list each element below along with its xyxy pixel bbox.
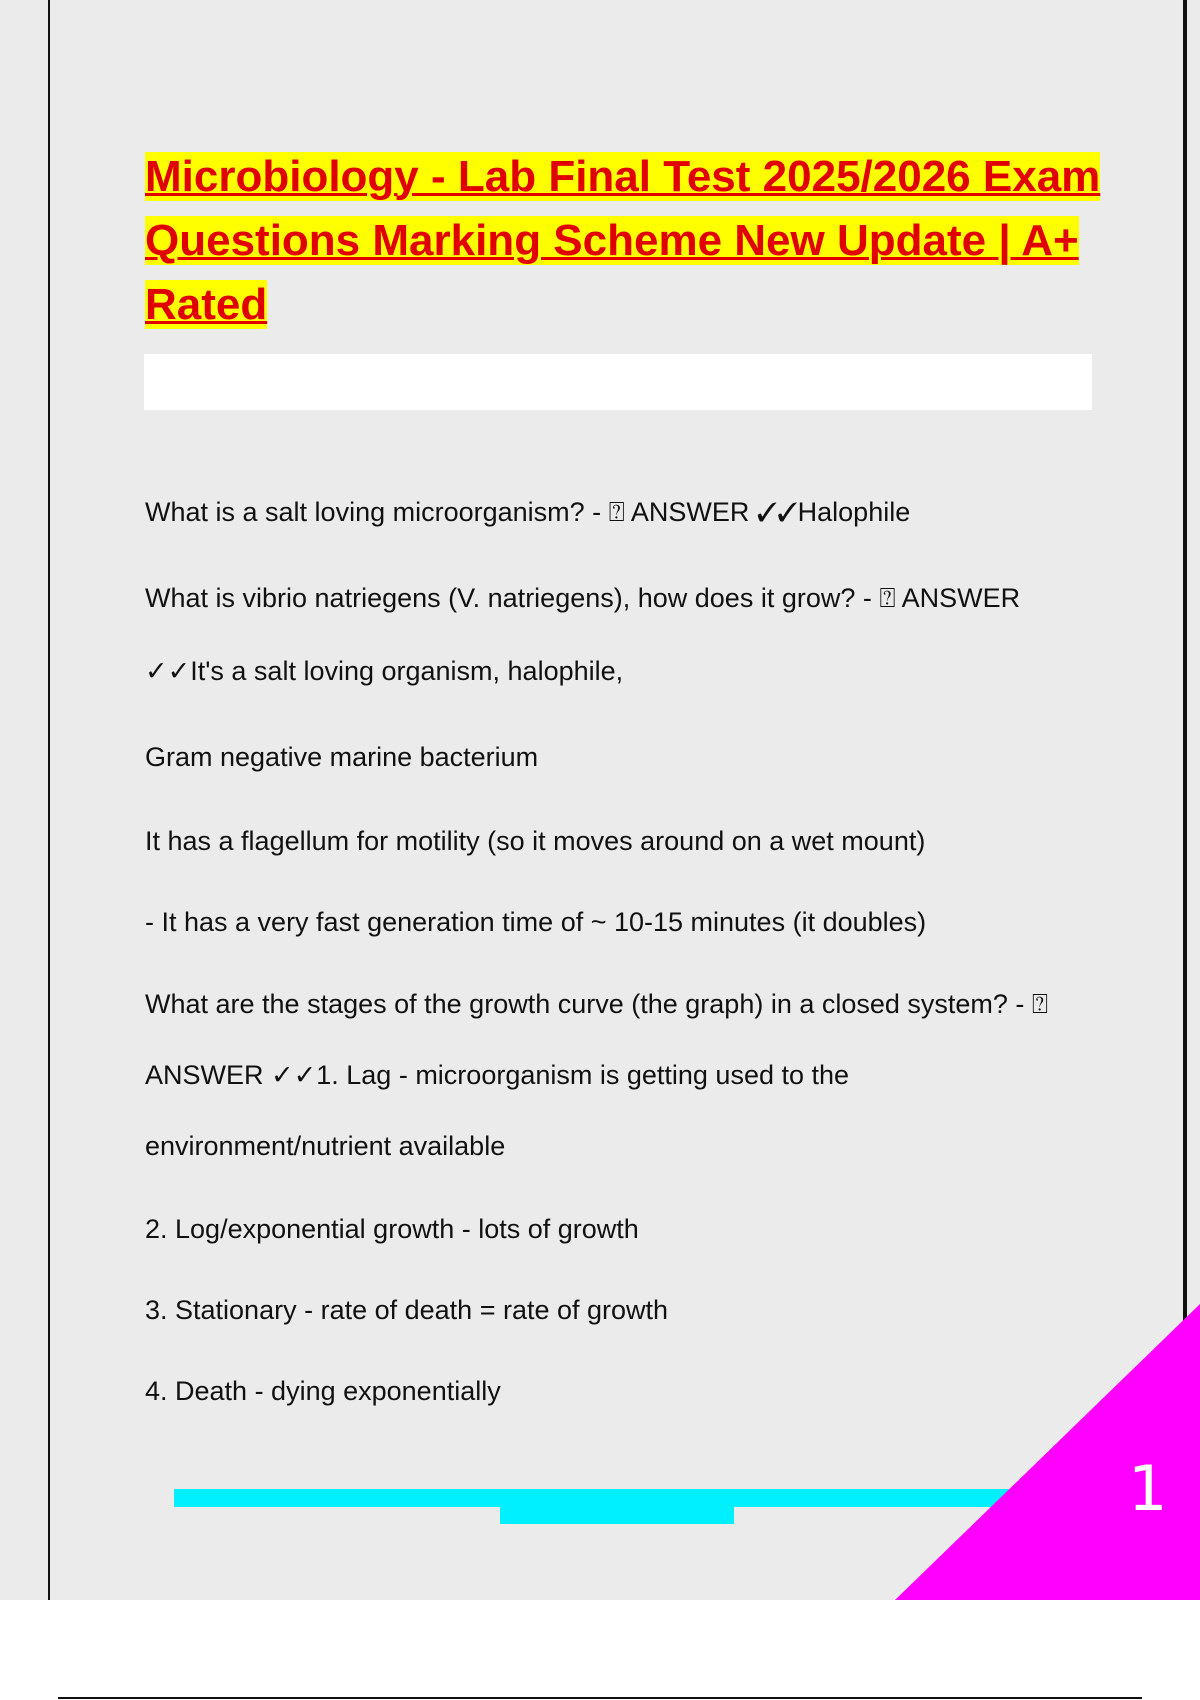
- document-title-text: Microbiology - Lab Final Test 2025/2026 Exam Questions Marking Scheme New Update | A+ Rated: [145, 152, 1101, 329]
- paragraph-9: environment/nutrient available: [145, 1131, 506, 1161]
- footer-rule: [58, 1697, 1142, 1699]
- paragraph-7: What are the stages of the growth curve (the graph) in a closed system? - ⍰: [145, 989, 1049, 1019]
- paragraph-6: - It has a very fast generation time of ~ 10-15 minutes (it doubles): [145, 907, 927, 937]
- paragraph-12: 4. Death - dying exponentially: [145, 1376, 501, 1406]
- paragraph-10: 2. Log/exponential growth - lots of growth: [145, 1214, 639, 1244]
- paragraph-8: ANSWER ✓✓1. Lag - microorganism is getting used to the: [145, 1060, 850, 1090]
- paragraph-4: Gram negative marine bacterium: [145, 742, 539, 772]
- paragraph-3: ✓✓It's a salt loving organism, halophile,: [145, 656, 624, 686]
- paragraph-1: What is a salt loving microorganism? - ⍰ ANSWER ✓✓Halophile: [145, 497, 911, 527]
- paragraph-2: What is vibrio natriegens (V. natriegens), how does it grow? - ⍰ ANSWER: [145, 583, 1021, 613]
- page-number: 1: [1128, 1452, 1168, 1525]
- paragraph-5: It has a flagellum for motility (so it moves around on a wet mount): [145, 826, 926, 856]
- paragraph-11: 3. Stationary - rate of death = rate of growth: [145, 1295, 669, 1325]
